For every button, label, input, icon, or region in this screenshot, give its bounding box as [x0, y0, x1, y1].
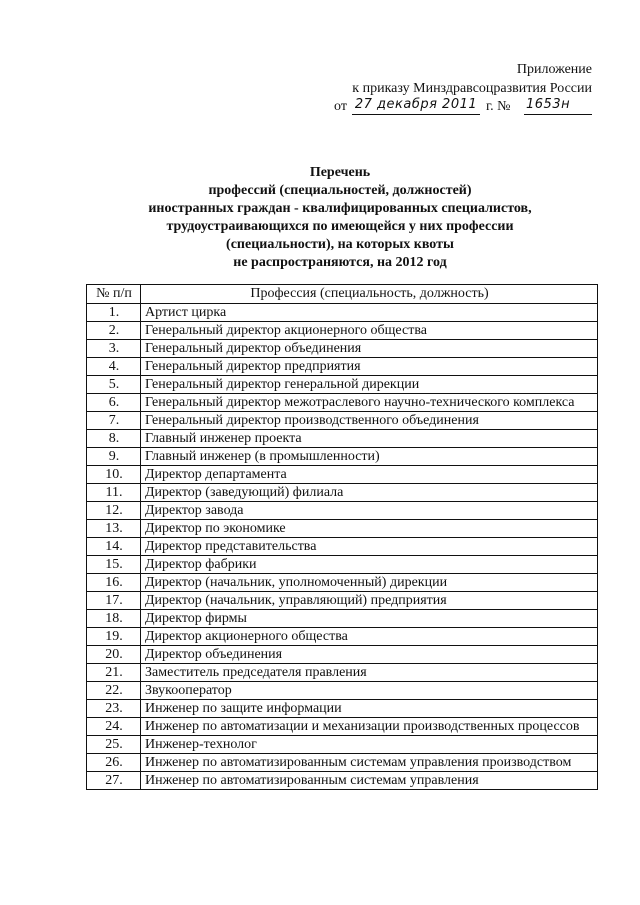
row-number: 6.	[87, 394, 141, 412]
professions-table	[86, 284, 598, 790]
profession-name: Генеральный директор предприятия	[141, 358, 598, 376]
row-number: 1.	[87, 304, 141, 322]
row-number: 17.	[87, 592, 141, 610]
table-header-row	[87, 285, 598, 304]
row-number: 13.	[87, 520, 141, 538]
table-row	[87, 520, 598, 538]
profession-name: Директор (начальник, управляющий) предприятия	[141, 592, 598, 610]
table-row	[87, 448, 598, 466]
row-number: 16.	[87, 574, 141, 592]
profession-name: Директор департамента	[141, 466, 598, 484]
table-row	[87, 772, 598, 790]
table-row	[87, 646, 598, 664]
row-number: 7.	[87, 412, 141, 430]
table-row	[87, 610, 598, 628]
profession-name: Инженер по автоматизированным системам управления	[141, 772, 598, 790]
row-number: 25.	[87, 736, 141, 754]
profession-name: Генеральный директор межотраслевого научно-технического комплекса	[141, 394, 598, 412]
profession-name: Директор по экономике	[141, 520, 598, 538]
title-line: иностранных граждан - квалифицированных специалистов,	[148, 201, 532, 216]
profession-name: Директор завода	[141, 502, 598, 520]
row-number: 5.	[87, 376, 141, 394]
title-line: (специальности), на которых квоты	[226, 237, 454, 252]
table-row	[87, 412, 598, 430]
handwritten-date: 27 декабря 2011	[352, 97, 480, 115]
table-row	[87, 592, 598, 610]
row-number: 19.	[87, 628, 141, 646]
profession-name: Генеральный директор производственного объединения	[141, 412, 598, 430]
title-line: профессий (специальностей, должностей)	[208, 183, 472, 198]
table-row	[87, 736, 598, 754]
table-row	[87, 466, 598, 484]
profession-name: Звукооператор	[141, 682, 598, 700]
profession-name: Главный инженер (в промышленности)	[141, 448, 598, 466]
row-number: 12.	[87, 502, 141, 520]
order-date-number-line	[334, 97, 594, 119]
profession-name: Директор фабрики	[141, 556, 598, 574]
table-row	[87, 754, 598, 772]
profession-name: Инженер-технолог	[141, 736, 598, 754]
document-title	[100, 164, 580, 272]
appendix-header	[272, 60, 592, 98]
profession-name: Генеральный директор генеральной дирекции	[141, 376, 598, 394]
table-row	[87, 430, 598, 448]
table-row	[87, 358, 598, 376]
profession-name: Директор фирмы	[141, 610, 598, 628]
profession-name: Директор (заведующий) филиала	[141, 484, 598, 502]
row-number: 4.	[87, 358, 141, 376]
table-row	[87, 664, 598, 682]
order-reference: к приказу Минздравсоцразвития России	[352, 81, 592, 96]
table-row	[87, 682, 598, 700]
table-row	[87, 502, 598, 520]
table-row	[87, 538, 598, 556]
row-number: 18.	[87, 610, 141, 628]
year-number-label: г. №	[486, 99, 511, 114]
profession-name: Директор (начальник, уполномоченный) дирекции	[141, 574, 598, 592]
column-header-number: № п/п	[87, 285, 141, 304]
from-label: от	[334, 99, 347, 114]
profession-name: Инженер по защите информации	[141, 700, 598, 718]
table-row	[87, 394, 598, 412]
title-line: не распространяются, на 2012 год	[233, 255, 447, 270]
table-row	[87, 304, 598, 322]
row-number: 2.	[87, 322, 141, 340]
table-row	[87, 322, 598, 340]
row-number: 20.	[87, 646, 141, 664]
table-row	[87, 700, 598, 718]
table-row	[87, 718, 598, 736]
table-row	[87, 574, 598, 592]
row-number: 21.	[87, 664, 141, 682]
row-number: 8.	[87, 430, 141, 448]
row-number: 24.	[87, 718, 141, 736]
row-number: 3.	[87, 340, 141, 358]
title-line: Перечень	[309, 165, 371, 180]
table-row	[87, 484, 598, 502]
table-row	[87, 340, 598, 358]
profession-name: Директор объединения	[141, 646, 598, 664]
profession-name: Инженер по автоматизированным системам управления производством	[141, 754, 598, 772]
table-row	[87, 376, 598, 394]
column-header-profession: Профессия (специальность, должность)	[141, 285, 598, 304]
row-number: 9.	[87, 448, 141, 466]
row-number: 15.	[87, 556, 141, 574]
row-number: 11.	[87, 484, 141, 502]
profession-name: Директор представительства	[141, 538, 598, 556]
row-number: 23.	[87, 700, 141, 718]
title-line: трудоустраивающихся по имеющейся у них профессии	[166, 219, 514, 234]
handwritten-order-number: 1653н	[524, 97, 592, 115]
profession-name: Генеральный директор объединения	[141, 340, 598, 358]
table-row	[87, 556, 598, 574]
row-number: 22.	[87, 682, 141, 700]
row-number: 14.	[87, 538, 141, 556]
profession-name: Генеральный директор акционерного общества	[141, 322, 598, 340]
appendix-label: Приложение	[516, 62, 592, 77]
row-number: 10.	[87, 466, 141, 484]
row-number: 27.	[87, 772, 141, 790]
profession-name: Главный инженер проекта	[141, 430, 598, 448]
table-row	[87, 628, 598, 646]
profession-name: Инженер по автоматизации и механизации производственных процессов	[141, 718, 598, 736]
row-number: 26.	[87, 754, 141, 772]
profession-name: Директор акционерного общества	[141, 628, 598, 646]
profession-name: Артист цирка	[141, 304, 598, 322]
profession-name: Заместитель председателя правления	[141, 664, 598, 682]
